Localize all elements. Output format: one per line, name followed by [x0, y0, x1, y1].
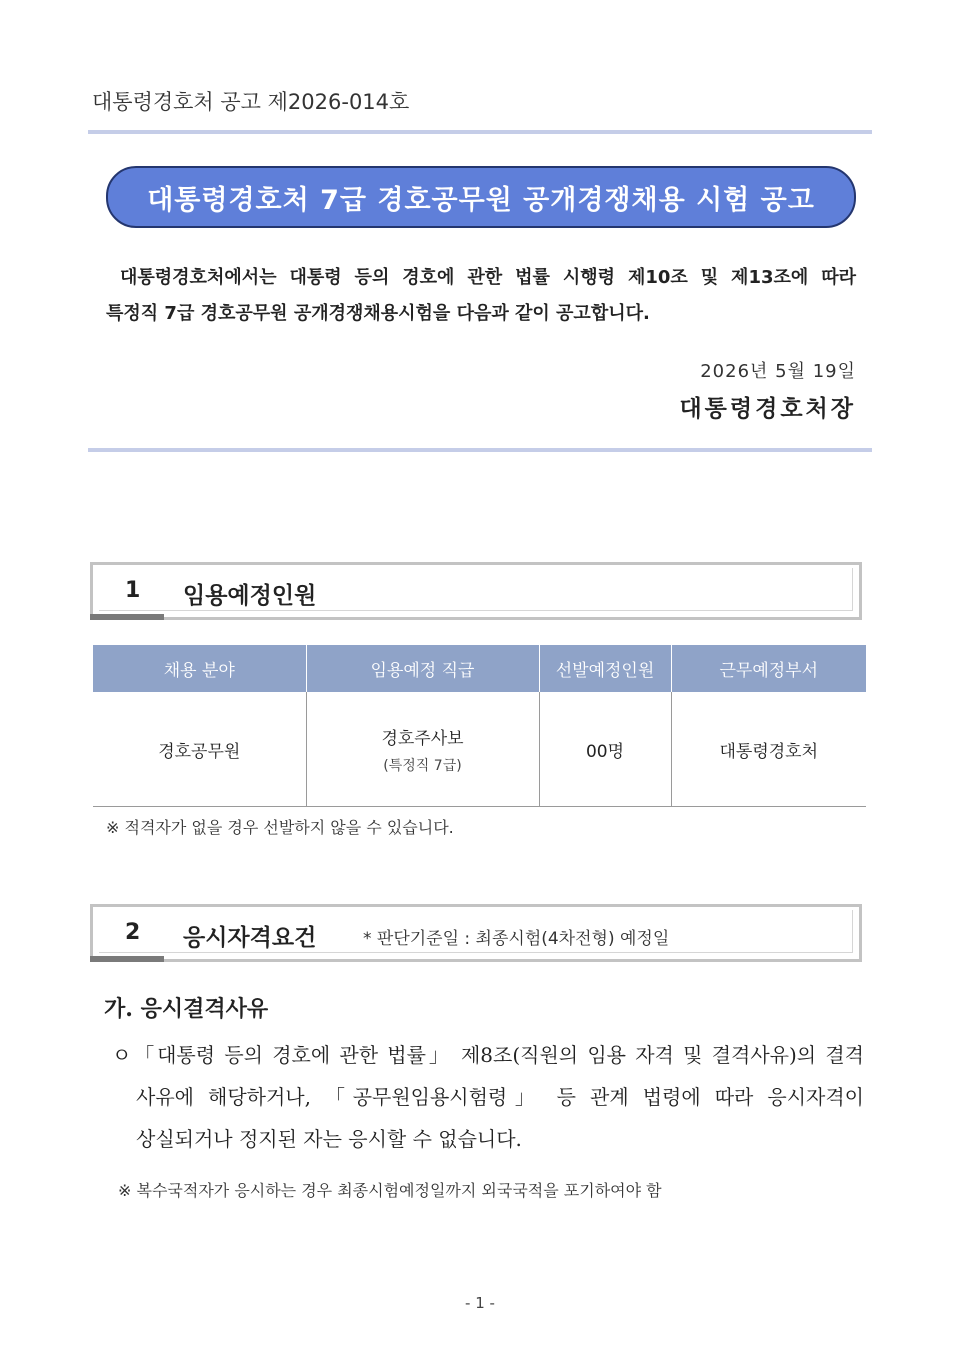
dual-citizenship-note: ※ 복수국적자가 응시하는 경우 최종시험예정일까지 외국국적을 포기하여야 함 [118, 1181, 662, 1200]
intro-line-2: 특정직 7급 경호공무원 공개경쟁채용시험을 다음과 같이 공고합니다. [106, 303, 650, 324]
cell-count: 00명 [539, 692, 671, 807]
cell-rank [306, 692, 539, 807]
document-title-text: 대통령경호처 7급 경호공무원 공개경쟁채용 시험 공고 [147, 184, 815, 216]
cell-rank-main: 경호주사보 [381, 728, 464, 749]
col-header-department: 근무예정부서 [671, 645, 866, 692]
issuer-name: 대통령경호처장 [679, 395, 856, 422]
col-header-count: 선발예정인원 [539, 645, 671, 692]
section-2-number: 2 [125, 920, 141, 945]
cell-department: 대통령경호처 [671, 692, 866, 807]
appointment-table [93, 645, 866, 807]
notice-number: 대통령경호처 공고 제2026-014호 [92, 90, 410, 114]
table-header-row [93, 645, 866, 692]
col-header-field: 채용 분야 [93, 645, 306, 692]
paragraph-line-3: 상실되거나 정지된 자는 응시할 수 없습니다. [136, 1127, 522, 1151]
disqualification-subheading: 가. 응시결격사유 [104, 996, 269, 1022]
announcement-date: 2026년 5월 19일 [700, 361, 856, 382]
section-1-title: 임용예정인원 [183, 583, 317, 609]
top-divider [88, 130, 872, 134]
section-1-header [90, 562, 862, 620]
section-2-title: 응시자격요건 [183, 925, 317, 951]
page-number: - 1 - [465, 1294, 495, 1312]
paragraph-line-1: ㅇ「대통령 등의 경호에 관한 법률」 제8조(직원의 임용 자격 및 결격사유)의 결격 [112, 1043, 864, 1067]
section-2-reference-note: * 판단기준일 : 최종시험(4차전형) 예정일 [363, 929, 670, 949]
intro-paragraph [106, 260, 856, 332]
cell-field: 경호공무원 [93, 692, 306, 807]
paragraph-line-2: 사유에 해당하거나, 「공무원임용시험령」 등 관계 법령에 따라 응시자격이 [136, 1085, 864, 1109]
cell-rank-sub: (특정직 7급) [383, 757, 462, 774]
section-1-accent-bar [90, 614, 164, 620]
document-title [106, 166, 856, 228]
intro-line-1: 대통령경호처에서는 대통령 등의 경호에 관한 법률 시행령 제10조 및 제13조에 따라 [120, 267, 856, 288]
col-header-rank: 임용예정 직급 [306, 645, 539, 692]
section-2-header [90, 904, 862, 962]
bottom-divider [88, 448, 872, 452]
table-note: ※ 적격자가 없을 경우 선발하지 않을 수 있습니다. [106, 818, 454, 837]
section-2-accent-bar [90, 956, 164, 962]
table-row [93, 692, 866, 807]
section-1-number: 1 [125, 578, 141, 603]
disqualification-paragraph [112, 1034, 864, 1160]
